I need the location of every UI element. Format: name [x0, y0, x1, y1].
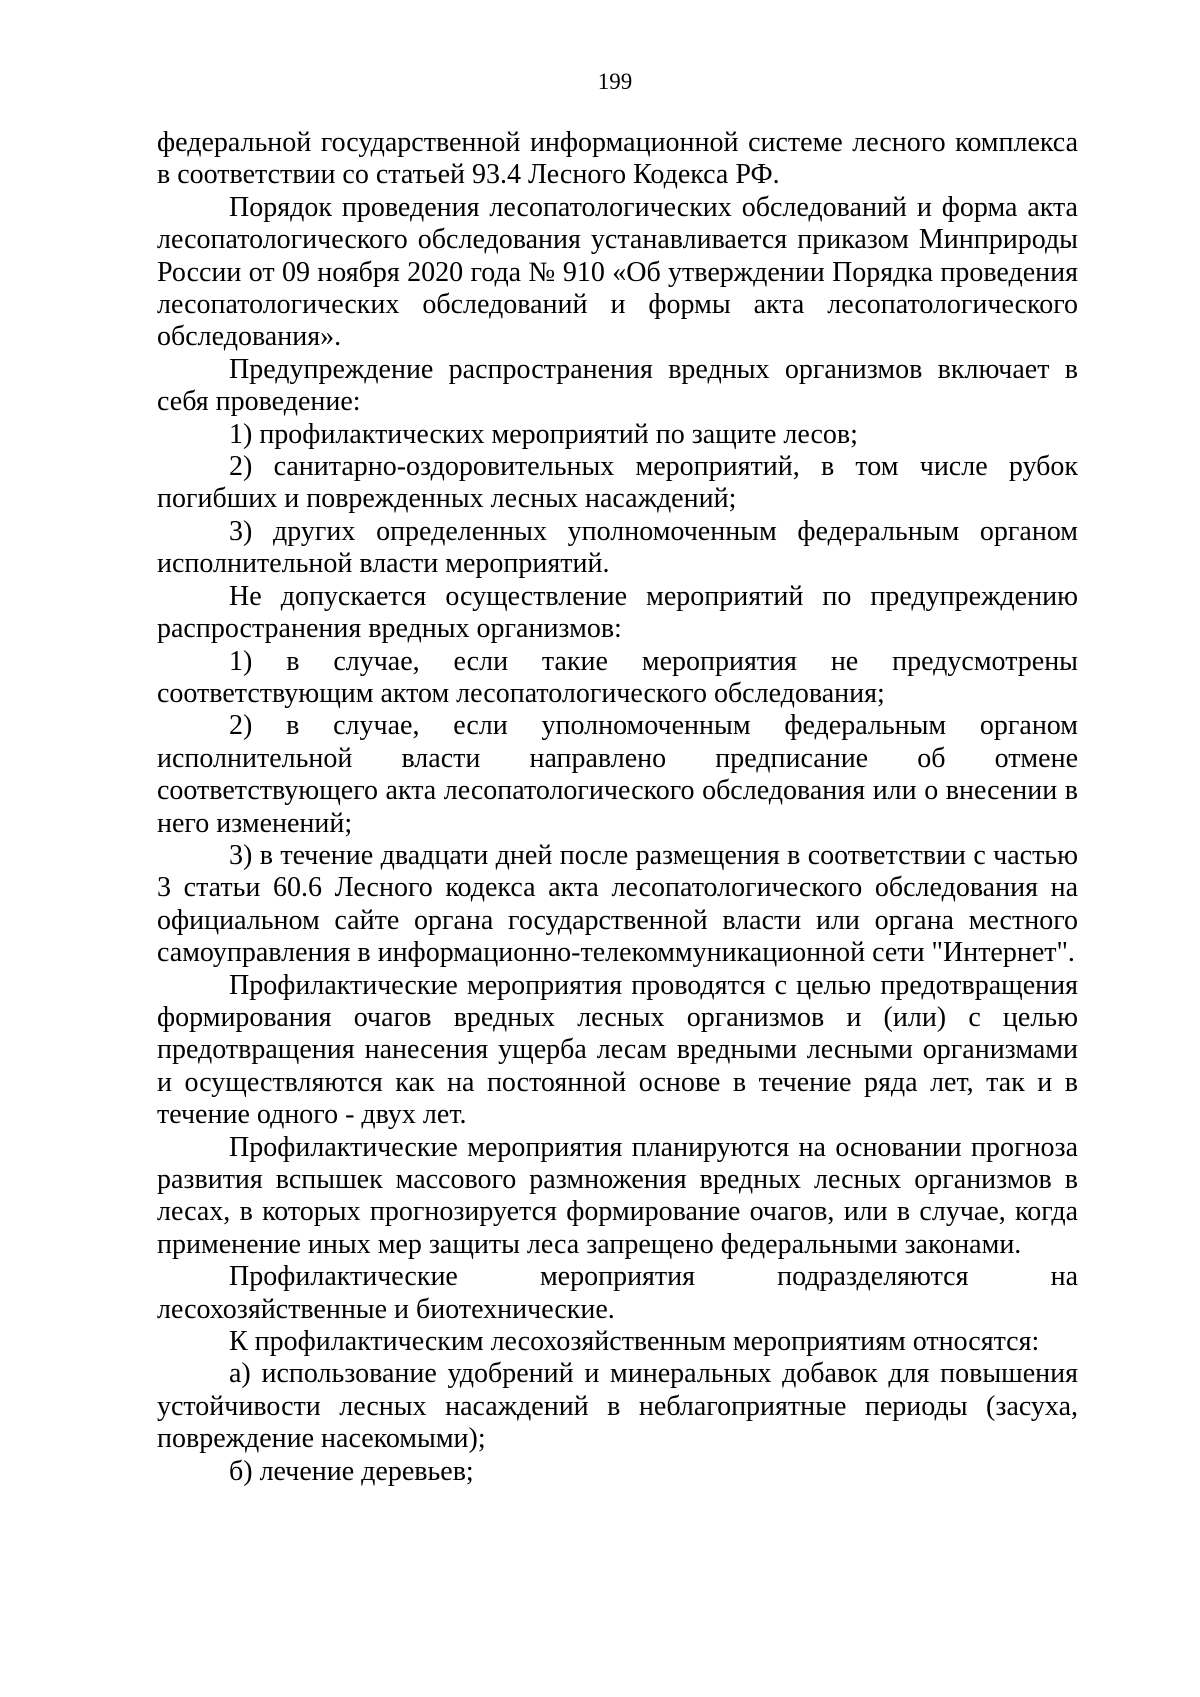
paragraph: Профилактические мероприятия планируются на основании прогноза развития вспышек массового размножения вредных лесных организмов в лесах, в которых прогнозируется формирование очагов, или в случае, когда применение иных мер защиты леса запрещено федеральными законами. — [157, 1131, 1078, 1260]
paragraph: 3) других определенных уполномоченным федеральным органом исполнительной власти мероприятий. — [157, 515, 1078, 580]
paragraph: Предупреждение распространения вредных организмов включает в себя проведение: — [157, 353, 1078, 418]
paragraph: а) использование удобрений и минеральных добавок для повышения устойчивости лесных насаждений в неблагоприятные периоды (засуха, повреждение насекомыми); — [157, 1358, 1078, 1455]
paragraph: 2) в случае, если уполномоченным федеральным органом исполнительной власти направлено предписание об отмене соответствующего акта лесопатологического обследования или о внесении в него изменений; — [157, 710, 1078, 839]
paragraph: б) лечение деревьев; — [229, 1455, 474, 1487]
paragraph: 3) в течение двадцати дней после размещения в соответствии с частью 3 статьи 60.6 Лесного кодекса акта лесопатологического обследования на официальном сайте органа государственной власти или органа местного самоуправления в информационно-телекоммуникационной сети "Интернет". — [157, 839, 1078, 969]
paragraph: 1) профилактических мероприятий по защите лесов; — [229, 418, 858, 450]
paragraph: Профилактические мероприятия проводятся с целью предотвращения формирования очагов вредных лесных организмов и (или) с целью предотвращения нанесения ущерба лесам вредными лесными организмами и осуществляются как на постоянной основе в течение ряда лет, так и в течение одного - двух лет. — [157, 969, 1078, 1131]
paragraph: Не допускается осуществление мероприятий по предупреждению распространения вредных организмов: — [157, 580, 1078, 645]
page-number: 199 — [597, 69, 633, 94]
paragraph: 2) санитарно-оздоровительных мероприятий, в том числе рубок погибших и поврежденных лесных насаждений; — [157, 451, 1078, 515]
paragraph: К профилактическим лесохозяйственным мероприятиям относятся: — [229, 1326, 1040, 1358]
paragraph: федеральной государственной информационной системе лесного комплекса в соответствии со статьей 93.4 Лесного Кодекса РФ. — [157, 127, 1078, 191]
paragraph: Порядок проведения лесопатологических обследований и форма акта лесопатологического обследования устанавливается приказом Минприроды России от 09 ноября 2020 года № 910 «Об утверждении Порядка проведения лесопатологических обследований и формы акта лесопатологического обследования». — [157, 191, 1078, 353]
document-body — [157, 127, 1078, 1488]
paragraph: Профилактические мероприятия подразделяются на лесохозяйственные и биотехнические. — [157, 1261, 1078, 1325]
paragraph: 1) в случае, если такие мероприятия не предусмотрены соответствующим актом лесопатологического обследования; — [157, 645, 1078, 709]
